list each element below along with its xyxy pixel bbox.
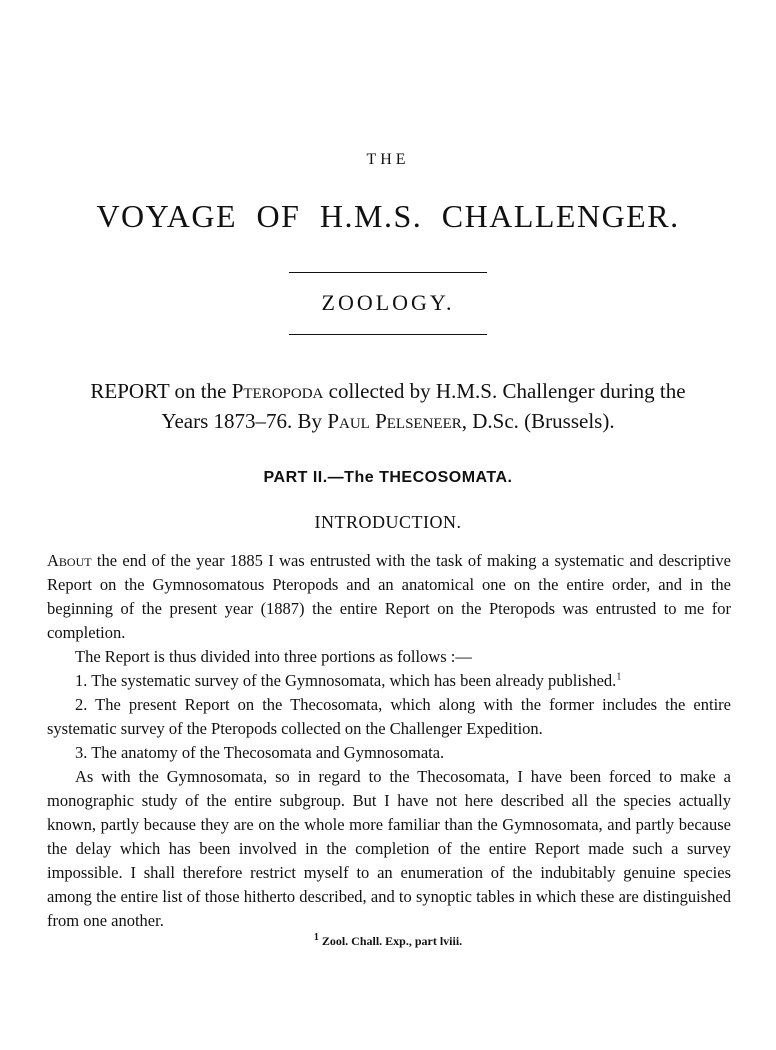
report-line-2-smallcaps: Paul Pelseneer: [327, 409, 462, 433]
section-title: ZOOLOGY.: [321, 290, 455, 315]
page-title: VOYAGE OF H.M.S. CHALLENGER.: [96, 198, 680, 234]
divider-bottom: [289, 334, 487, 335]
paragraph-1-lead: About: [47, 551, 92, 570]
paragraph-3-text: 1. The systematic survey of the Gymnosomata, which has been already published.: [75, 671, 617, 690]
footnote: [0, 934, 776, 949]
paragraph-1: [47, 549, 731, 645]
header-the: THE: [366, 151, 410, 168]
paragraph-4: 2. The present Report on the Thecosomata, which along with the former includes the entire systematic survey of the Pteropods collected on the Challenger Expedition.: [47, 695, 731, 738]
footnote-text: Zool. Chall. Exp., part lviii.: [318, 934, 463, 948]
introduction-heading: INTRODUCTION.: [314, 512, 462, 532]
report-line-2-prefix: Years 1873–76. By: [161, 409, 328, 433]
footnote-reference: 1: [616, 671, 622, 683]
divider-top: [289, 272, 487, 273]
paragraph-2: The Report is thus divided into three portions as follows :—: [75, 647, 472, 666]
report-line-1-suffix: collected by H.M.S. Challenger during the: [323, 379, 686, 403]
report-title: [40, 376, 736, 436]
report-line-1: [40, 376, 736, 406]
report-line-1-smallcaps: Pteropoda: [231, 379, 324, 403]
paragraph-3: [47, 669, 731, 693]
paragraph-5: 3. The anatomy of the Thecosomata and Gymnosomata.: [75, 743, 445, 762]
paragraph-6: As with the Gymnosomata, so in regard to the Thecosomata, I have been forced to make a monographic study of the entire subgroup. But I have not here described all the species actually known, partly because they are on the whole more familiar than the Gymnosomata, and partly because the delay which has been involved in the completion of the entire Report made such a survey impossible. I shall therefore restrict myself to an enumeration of the indubitably genuine species among the entire list of those hitherto described, and to synoptic tables in which these are distinguished from one another.: [47, 767, 731, 930]
body-text: [47, 549, 731, 933]
paragraph-1-text: the end of the year 1885 I was entrusted with the task of making a systematic and descriptive Report on the Gymnosomatous Pteropods and an anatomical one on the entire order, and in the beginning of the present year (1887) the entire Report on the Pteropods was entrusted to me for completion.: [47, 551, 731, 642]
report-line-1-prefix: REPORT on the: [90, 379, 232, 403]
report-line-2-suffix: , D.Sc. (Brussels).: [461, 409, 615, 433]
part-heading: PART II.—The THECOSOMATA.: [263, 469, 513, 486]
report-line-2: [40, 406, 736, 436]
footnote-mark: 1: [313, 932, 319, 943]
